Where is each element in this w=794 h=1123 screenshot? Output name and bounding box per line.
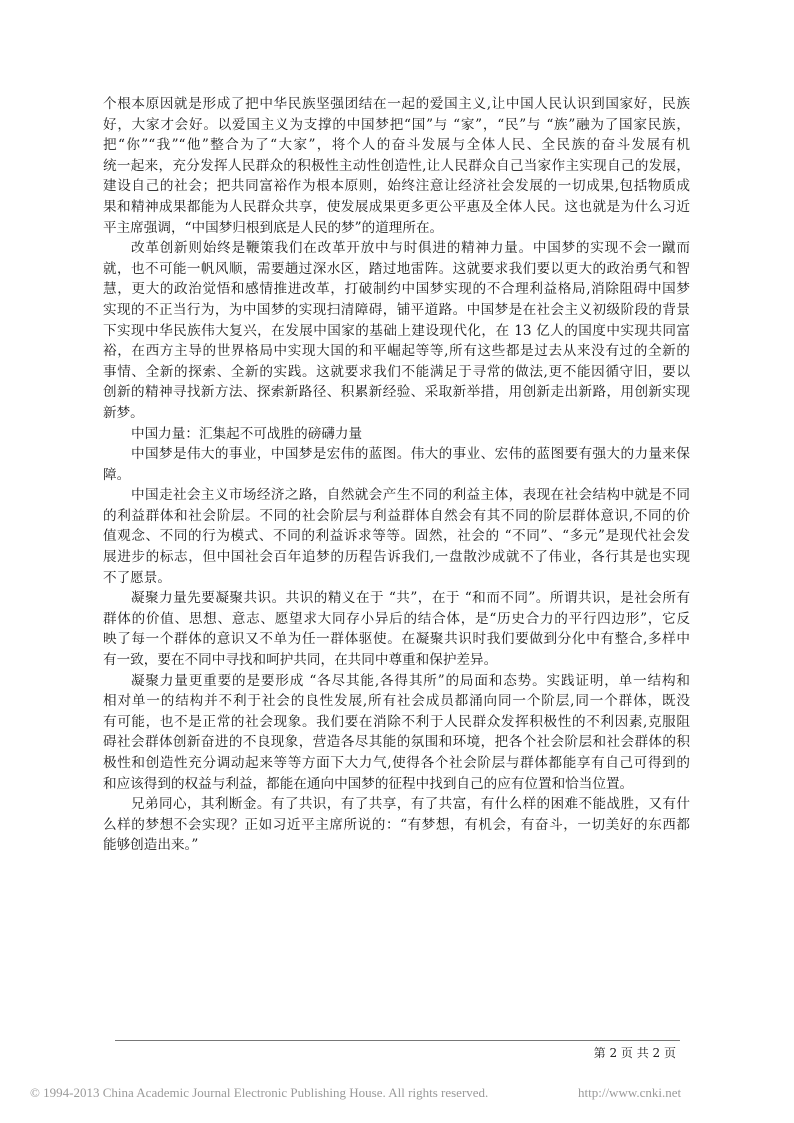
text-line: 的利益群体和社会阶层。不同的社会阶层与利益群体自然会有其不同的阶层群体意识,不同的价 [103, 507, 690, 524]
text-line: 不了愿景。 [103, 569, 171, 586]
text-line: 极性和创造性充分调动起来等等方面下大力气,使得各个社会阶层与群体都能享有自己可得到的 [103, 755, 690, 771]
text-line: 相对单一的结构并不利于社会的良性发展,所有社会成员都涌向同一个阶层,同一个群体，既没 [103, 693, 690, 710]
cnki-url: http://www.cnki.net [578, 1085, 682, 1100]
text-line: 实现的不正当行为，为中国梦的实现扫清障碍，铺平道路。中国梦是在社会主义初级阶段的背景 [103, 301, 690, 318]
text-line: 慧，更大的政治觉悟和感情推进改革，打破制约中国梦实现的不合理利益格局,消除阻碍中国梦 [103, 281, 690, 298]
text-line: 下实现中华民族伟大复兴，在发展中国家的基础上建设现代化，在 13 亿人的国度中实现共同富 [103, 322, 690, 339]
copyright-notice: © 1994-2013 China Academic Journal Electronic Publishing House. All rights reserved. [30, 1085, 489, 1100]
text-line: 个根本原因就是形成了把中华民族坚强团结在一起的爱国主义,让中国人民认识到国家好，民族 [103, 96, 690, 112]
section-heading: 中国力量：汇集起不可战胜的磅礴力量 [131, 425, 363, 442]
text-line: 统一起来，充分发挥人民群众的积极性主动性创造性,让人民群众自己当家作主实现自己的发展， [103, 157, 690, 174]
paragraph [103, 444, 690, 485]
text-line: 展进步的标志，但中国社会百年追梦的历程告诉我们,一盘散沙成就不了伟业，各行其是也实现 [103, 549, 690, 566]
text-line: 改革创新则始终是鞭策我们在改革开放中与时俱进的精神力量。中国梦的实现不会一蹴而 [131, 240, 690, 257]
text-line: 事情、全新的探索、全新的实践。这就要求我们不能满足于寻常的做法,更不能因循守旧，要以 [103, 363, 690, 380]
text-line: 能够创造出来。” [103, 837, 199, 854]
text-line: 把“你”“我”“他”整合为了“大家”，将个人的奋斗发展与全体人民、全民族的奋斗发展有机 [103, 137, 690, 154]
footer-rule [115, 1040, 680, 1041]
text-line: 凝聚力量更重要的是要形成 “各尽其能,各得其所”的局面和态势。实践证明，单一结构和 [131, 672, 690, 689]
text-line: 凝聚力量先要凝聚共识。共识的精义在于 “共”，在于 “和而不同”。所谓共识，是社会所有 [131, 590, 690, 607]
paragraph [103, 485, 690, 588]
text-line: 和应该得到的权益与利益，都能在通向中国梦的征程中找到自己的应有位置和恰当位置。 [103, 775, 634, 792]
text-line: 新梦。 [103, 404, 144, 421]
text-line: 裕，在西方主导的世界格局中实现大国的和平崛起等等,所有这些都是过去从来没有过的全新的 [103, 343, 690, 360]
page-number: 第 2 页 共 2 页 [593, 1046, 676, 1060]
paragraph [103, 588, 690, 670]
text-line: 中国走社会主义市场经济之路，自然就会产生不同的利益主体，表现在社会结构中就是不同 [131, 487, 690, 504]
text-line: 创新的精神寻找新方法、探索新路径、积累新经验、采取新举措，用创新走出新路，用创新实现 [103, 384, 690, 401]
article-body [103, 94, 690, 856]
text-line: 就，也不可能一帆风顺，需要趟过深水区，踏过地雷阵。这就要求我们要以更大的政治勇气和智 [103, 260, 690, 277]
text-line: 么样的梦想不会实现？正如习近平主席所说的：“有梦想，有机会，有奋斗，一切美好的东西都 [103, 816, 690, 833]
text-line: 有一致，要在不同中寻找和呵护共同，在共同中尊重和保护差异。 [103, 652, 498, 669]
text-line: 平主席强调，“中国梦归根到底是人民的梦”的道理所在。 [103, 219, 444, 236]
paragraph [103, 794, 690, 856]
text-line: 碍社会群体创新奋进的不良现象，营造各尽其能的氛围和环境，把各个社会阶层和社会群体的积 [103, 734, 690, 751]
text-line: 果和精神成果都能为人民群众共享，使发展成果更多更公平惠及全体人民。这也就是为什么习近 [103, 198, 690, 215]
text-line: 建设自己的社会；把共同富裕作为根本原则，始终注意让经济社会发展的一切成果,包括物质成 [103, 178, 690, 195]
paragraph [103, 238, 690, 423]
text-line: 兄弟同心，其利断金。有了共识，有了共享，有了共富，有什么样的困难不能战胜，又有什 [131, 796, 690, 813]
text-line: 障。 [103, 466, 131, 483]
text-line: 群体的价值、思想、意志、愿望求大同存小异后的结合体，是“历史合力的平行四边形”，它反 [103, 610, 690, 627]
text-line: 有可能，也不是正常的社会现象。我们要在消除不利于人民群众发挥积极性的不利因素,克服阻 [103, 713, 690, 730]
text-line: 中国梦是伟大的事业，中国梦是宏伟的蓝图。伟大的事业、宏伟的蓝图要有强大的力量来保 [131, 446, 690, 463]
text-line: 映了每一个群体的意识又不单为任一群体驱使。在凝聚共识时我们要做到分化中有整合,多样中 [103, 631, 690, 648]
paragraph [103, 671, 690, 795]
text-line: 值观念、不同的行为模式、不同的利益诉求等等。固然，社会的 “不同”、“多元”是现代社会发 [103, 528, 690, 545]
text-line: 好，大家才会好。以爱国主义为支撑的中国梦把“国”与 “家”，“民”与 “族”融为了国家民族， [103, 116, 690, 133]
paragraph [103, 94, 690, 238]
